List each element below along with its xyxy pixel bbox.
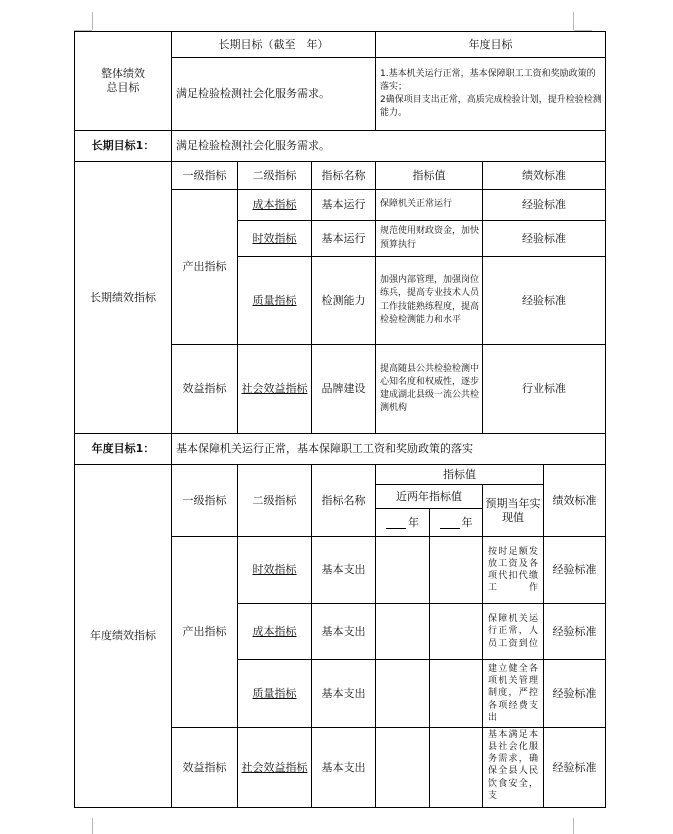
long-row-standard: 经验标准: [483, 221, 606, 257]
long-row-value: 加强内部管理，加强岗位练兵，提高专业技术人员工作技能熟练程度，提高检验检测能力和水平: [376, 257, 483, 345]
annual-indicators-section-label: 年度绩效指标: [75, 465, 172, 808]
annual-row-standard: 经验标准: [544, 604, 606, 660]
header-expected-value: 预期当年实现值: [483, 485, 544, 537]
annual-row-expected: 保障机关运行正常，人员工资到位: [483, 604, 544, 660]
crop-mark-top-left: [92, 12, 93, 30]
annual-goal-1-text: 基本保障机关运行正常，基本保障职工工资和奖励政策的落实: [172, 434, 606, 465]
annual-row-year1: [376, 660, 430, 728]
long-row-value: 提高随县公共检验检测中心知名度和权威性，逐步建成湖北县级一流公共检测机构: [376, 345, 483, 434]
annual-row-name: 基本支出: [312, 728, 376, 808]
annual-row-level2: 社会效益指标: [238, 728, 312, 808]
long-row-value: 保障机关正常运行: [376, 190, 483, 221]
header-level1: 一级指标: [172, 162, 238, 190]
header-year-2: 年: [430, 509, 483, 537]
header-level2: 二级指标: [238, 162, 312, 190]
long-row-name: 品牌建设: [312, 345, 376, 434]
long-row-level2: 时效指标: [238, 221, 312, 257]
header-recent-two-years: 近两年指标值: [376, 485, 483, 509]
header-indicator-name: 指标名称: [312, 162, 376, 190]
crop-mark-bottom-right: [573, 818, 574, 834]
crop-mark-top-right: [573, 12, 574, 30]
annual-row-name: 基本支出: [312, 660, 376, 728]
year-blank: [440, 517, 460, 529]
annual-goal-header: 年度目标: [376, 32, 606, 58]
long-indicators-section-label: 长期绩效指标: [75, 162, 172, 434]
annual-goal-1-label: 年度目标1：: [75, 434, 172, 465]
annual-goal-text: 1.基本机关运行正常，基本保障职工工资和奖励政策的落实； 2确保项目支出正常，高质完成检验计划，提升检验检测能力。: [376, 58, 606, 131]
long-term-goal-text: 满足检验检测社会化服务需求。: [172, 58, 376, 131]
long-row-standard: 经验标准: [483, 257, 606, 345]
performance-goal-table: [74, 31, 605, 808]
annual-row-name: 基本支出: [312, 537, 376, 604]
header-indicator-name: 指标名称: [312, 465, 376, 537]
annual-row-expected: 基本满足本县社会化服务需求，确保全县人民饮食安全，支: [483, 728, 544, 808]
annual-row-year1: [376, 604, 430, 660]
header-level2: 二级指标: [238, 465, 312, 537]
annual-row-expected: 按时足额发放工资及各项代扣代缴工作: [483, 537, 544, 604]
long-row-level2: 成本指标: [238, 190, 312, 221]
annual-level1-benefit: 效益指标: [172, 728, 238, 808]
header-performance-standard: 绩效标准: [483, 162, 606, 190]
long-row-standard: 行业标准: [483, 345, 606, 434]
annual-row-level2: 成本指标: [238, 604, 312, 660]
header-indicator-value-group: 指标值: [376, 465, 544, 485]
long-level1-output: 产出指标: [172, 190, 238, 345]
annual-row-standard: 经验标准: [544, 660, 606, 728]
long-row-standard: 经验标准: [483, 190, 606, 221]
annual-row-expected: 建立健全各项机关管理制度，严控各项经费支出: [483, 660, 544, 728]
crop-mark-bottom-left: [92, 818, 93, 834]
annual-row-year2: [430, 604, 483, 660]
annual-row-standard: 经验标准: [544, 537, 606, 604]
long-level1-benefit: 效益指标: [172, 345, 238, 434]
annual-row-year2: [430, 728, 483, 808]
header-year-1: 年: [376, 509, 430, 537]
annual-row-year1: [376, 728, 430, 808]
annual-level1-output: 产出指标: [172, 537, 238, 728]
annual-row-standard: 经验标准: [544, 728, 606, 808]
long-row-value: 规范使用财政资金，加快预算执行: [376, 221, 483, 257]
year-blank: [386, 517, 406, 529]
long-row-name: 检测能力: [312, 257, 376, 345]
annual-row-year1: [376, 537, 430, 604]
annual-row-level2: 质量指标: [238, 660, 312, 728]
annual-row-year2: [430, 537, 483, 604]
long-row-level2: 质量指标: [238, 257, 312, 345]
header-performance-standard: 绩效标准: [544, 465, 606, 537]
long-row-name: 基本运行: [312, 190, 376, 221]
annual-row-level2: 时效指标: [238, 537, 312, 604]
long-row-level2: 社会效益指标: [238, 345, 312, 434]
overall-goal-label: 整体绩效 总目标: [75, 32, 172, 131]
long-term-goal-header: 长期目标（截至 年）: [172, 32, 376, 58]
annual-row-name: 基本支出: [312, 604, 376, 660]
long-row-name: 基本运行: [312, 221, 376, 257]
header-level1: 一级指标: [172, 465, 238, 537]
annual-row-year2: [430, 660, 483, 728]
long-goal-1-text: 满足检验检测社会化服务需求。: [172, 131, 606, 162]
header-indicator-value: 指标值: [376, 162, 483, 190]
long-goal-1-label: 长期目标1：: [75, 131, 172, 162]
